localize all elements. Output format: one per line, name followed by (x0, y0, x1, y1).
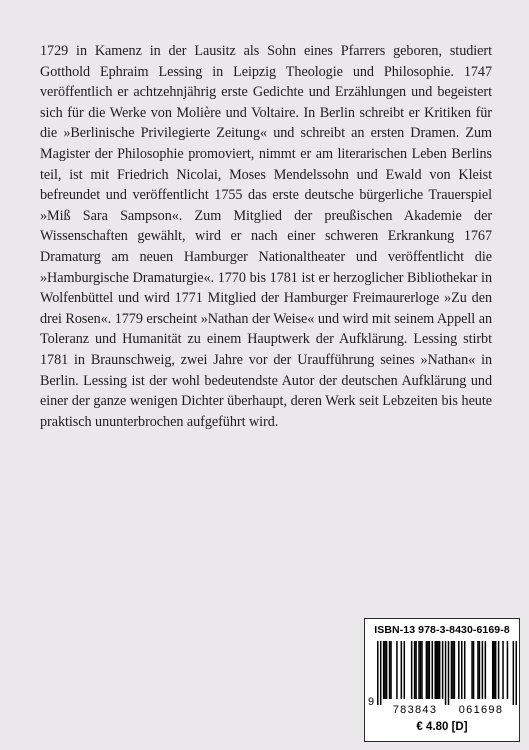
isbn-number: ISBN-13 978-3-8430-6169-8 (374, 624, 510, 636)
barcode-bar (439, 641, 441, 699)
barcode-bar (461, 641, 463, 699)
barcode-bar (454, 641, 456, 699)
barcode-bar (485, 641, 487, 699)
barcode-bar (448, 641, 450, 705)
barcode-bar (386, 641, 388, 699)
barcode-right-digits: 061698 (458, 704, 504, 716)
barcode-bar (451, 641, 453, 699)
barcode-bar (471, 641, 473, 699)
barcode-bar (415, 641, 417, 699)
barcode-bar (420, 641, 422, 699)
barcode-bar (513, 641, 515, 705)
barcode-bar (429, 641, 431, 699)
barcode-bar (434, 641, 436, 699)
barcode-bar (477, 641, 479, 699)
isbn-barcode-label (364, 618, 520, 742)
barcode-bar (452, 641, 454, 699)
barcode-bar (436, 641, 438, 699)
barcode-bar (383, 641, 385, 699)
barcode-bar (380, 641, 382, 705)
barcode-bar (498, 641, 500, 699)
barcode-bar (401, 641, 403, 699)
barcode-bar (507, 641, 509, 699)
barcode-bar (442, 641, 444, 699)
barcode-bar (389, 641, 391, 699)
barcode-bar (493, 641, 495, 699)
barcode-bar (492, 641, 494, 699)
barcode-bar (479, 641, 481, 699)
barcode-bar (437, 641, 439, 699)
barcode-bar (384, 641, 386, 699)
barcode-bar (426, 641, 428, 699)
barcode-bar (427, 641, 429, 699)
barcode-bar (495, 641, 497, 699)
barcode-bar (516, 641, 517, 705)
barcode-bar (404, 641, 406, 699)
barcode-bar (421, 641, 423, 699)
barcode-bar (414, 641, 416, 699)
barcode-bar (473, 641, 475, 699)
barcode-bars (377, 641, 517, 705)
barcode-bar (482, 641, 484, 699)
barcode-bar (458, 641, 460, 699)
barcode-lead-digit: 9 (368, 696, 375, 708)
barcode-bar (396, 641, 398, 699)
price-label: € 4.80 [D] (416, 721, 468, 733)
barcode-bar (432, 641, 434, 699)
author-biography-text: 1729 in Kamenz in der Lausitz als Sohn eines Pfarrers geboren, studiert Gotthold Ephraim Lessing in Leipzig Theologie und Philosophie. 1747 veröffentlich er achtzehnjährig erste Gedichte und Erzählungen und begeistert sich für die Werke von Molière und Voltaire. In Berlin schreibt er Kritiken für die »Berlinische Privilegierte Zeitung« und schreibt an ersten Dramen. Zum Magister der Philosophie promoviert, nimmt er am literarischen Leben Berlins teil, ist mit Friedrich Nicolai, Moses Mendelssohn und Ewald von Kleist befreundet und veröffentlicht 1755 das erste deutsche bürgerliche Trauerspiel »Miß Sara Sampson«. Zum Mitglied der preußischen Akademie der Wissenschaften gewählt, wird er nach einer schweren Erkrankung 1767 Dramaturg am neuen Hamburger Nationaltheater und veröffentlicht die »Hamburgische Dramaturgie«. 1770 bis 1781 ist er herzoglicher Bibliothekar in Wolfenbüttel und wird 1771 Mitglied der Hamburger Freimaurerloge »Zu den drei Rosen«. 1779 erscheint »Nathan der Weise« und wird mit seinem Appell an Toleranz und Humanität zu einem Hauptwerk der Aufklärung. Lessing stirbt 1781 in Braunschweig, zwei Jahre vor der Uraufführung seines »Nathan« in Berlin. Lessing ist der wohl bedeutendste Autor der deutschen Aufklärung und einer der ganze wenigen Dichter überhaupt, deren Werk seit Lebzeiten bis heute praktisch ununterbrochen aufgeführt wird. (40, 43, 492, 430)
barcode-bar (464, 641, 466, 699)
barcode-bar (502, 641, 504, 699)
barcode-bar (390, 641, 392, 699)
barcode-bar (411, 641, 413, 699)
barcode-bar (418, 641, 420, 699)
barcode-left-digits: 783843 (392, 704, 438, 716)
barcode-bar (445, 641, 447, 705)
barcode-bar (377, 641, 379, 705)
